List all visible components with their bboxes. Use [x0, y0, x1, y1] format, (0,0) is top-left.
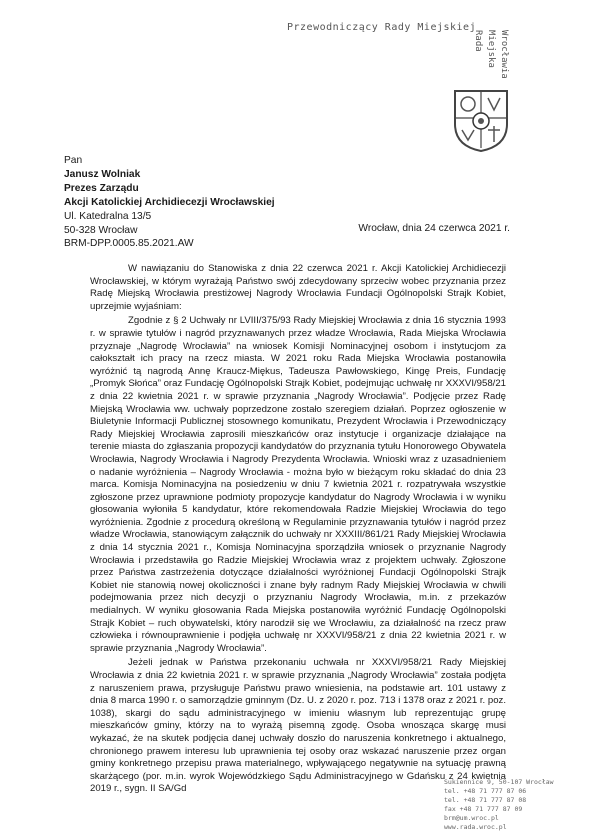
body-paragraph-1: W nawiązaniu do Stanowiska z dnia 22 czerwca 2021 r. Akcji Katolickiej Archidiecezji Wrocławskiej, w którym wyrażają Państwo swój zdecydowany sprzeciw wobec przyznania przez Radę Miejską Wrocławia prestiżowej Nagrody Wrocławia Fundacji Ogólnopolski Strajk Kobiet, uprzejmie wyjaśniam:: [90, 263, 506, 312]
addressee-block: [64, 154, 275, 238]
footer-line-fax: fax +48 71 777 87 09: [444, 805, 523, 813]
vertical-label-rada: Rada: [473, 30, 483, 52]
footer-line-address: Sukiennice 9, 50-107 Wrocław: [444, 778, 554, 786]
addressee-city: 50-328 Wrocław: [64, 225, 138, 236]
footer-line-web: www.rada.wroc.pl: [444, 823, 507, 831]
body-paragraph-3: Jeżeli jednak w Państwa przekonaniu uchwała nr XXXVI/958/21 Rady Miejskiej Wrocławia z dnia 22 kwietnia 2021 r. w sprawie przyznania „Nagrody Wrocławia” została podjęta z naruszeniem prawa, przysługuje Państwu prawo wniesienia, na podstawie art. 101 ustawy z dnia 8 marca 1990 r. o samorządzie gminnym (Dz. U. z 2020 r. poz. 713 i 1378 oraz z 2021 r. poz. 1038), skargi do sądu administracyjnego w imieniu własnym lub reprezentując grupę mieszkańców gminy, którzy na to wyrażą pisemną zgodę. Osoba wnosząca skargę musi wykazać, że na skutek podjęcia danej uchwały doszło do naruszenia konkretnego i aktualnego, chronionego prawem interesu lub uprawnienia tej osoby oraz wskazać naruszenie przez organ gminy konkretnego przepisu prawa materialnego, wpływającego negatywnie na sytuację prawną skarżącego (por. m.in. wyrok Wojewódzkiego Sądu Administracyjnego w Gdańsku z 24 kwietnia 2019 r., sygn. II SA/Gd: [90, 657, 506, 795]
letter-body: [90, 263, 506, 798]
body-paragraph-2: Zgodnie z § 2 Uchwały nr LVIII/375/93 Rady Miejskiej Wrocławia z dnia 16 stycznia 1993 r. w sprawie tytułów i nagród przyznawanych przez władze Wrocławia, Rada Miejska Wrocławia przyznaje „Nagrodę Wrocławia” na wniosek Komisji Nominacyjnej osobom i instytucjom za całokształt ich pracy na rzecz miasta. W 2021 roku Rada Miejska Wrocławia postanowiła wyróżnić tą nagrodą Annę Kraucz-Miękus, Tadeusza Pawłowskiego, Kingę Preis, Fundację „Promyk Słońca” oraz Fundację Ogólnopolski Strajk Kobiet, podejmując uchwałę nr XXXVI/958/21 z dnia 22 kwietnia 2021 r. w sprawie przyznania „Nagrody Wrocławia”. Podjęcie przez Radę Miejską Wrocławia ww. uchwały poprzedzone zostało szeregiem działań. Poprzez ogłoszenie w Biuletynie Informacji Publicznej stosownego komunikatu, Prezydent Wrocławia i Przewodniczący Rady Miejskiej Wrocławia zaprosili mieszkańców oraz instytucje i organizacje działające na terenie miasta do zgłaszania propozycji kandydatów do przyznania tytułu Honorowego Obywatela Wrocławia, Nagrody Wrocławia i Nagrody Prezydenta Wrocławia. Wnioski wraz z uzasadnieniem o nadanie wyróżnienia – Nagrody Wrocławia - można było w bieżącym roku składać do dnia 23 marca. Komisja Nominacyjna na posiedzeniu w dniu 7 kwietnia 2021 r. rozpatrywała wszystkie zgłoszone przez uprawnione podmioty propozycje kandydatur do Nagrody Wrocławia i w wyniku głosowania wyłoniła 5 kandydatur, które rekomendowała Radzie Miejskiej Wrocławia do tego wyróżnienia. Zgodnie z procedurą określoną w Regulaminie przyznawania tytułów i nagród przez władze Wrocławia, stanowiącym załącznik do uchwały nr XXXIII/861/21 Rady Miejskiej Wrocławia z dnia 14 stycznia 2021 r., Komisja Nominacyjna sporządziła wniosek o przyznanie Nagrody Wrocławia i przedstawiła go Radzie Miejskiej Wrocławia wraz z projektem uchwały. Zgłoszone przez Państwa zastrzeżenia dotyczące działalności wyróżnionej Fundacji Ogólnopolski Strajk Kobiet nie stanowią nowej okoliczności i znane były radnym Rady Miejskiej Wrocławia w chwili podejmowania przez nich decyzji o przyznaniu Nagrody Wrocławia, m.in. z przekazów medialnych. W wyniku głosowania Rada Miejska postanowiła wyróżnić Fundację Ogólnopolski Strajk Kobiet – ruch obywatelski, który narodził się we Wrocławiu, za działalność na rzecz praw człowieka i równouprawnienie i podjęła uchwałę nr XXXVI/958/21 z dnia 22 kwietnia 2021 r. w sprawie przyznania „Nagrody Wrocławia”.: [90, 315, 506, 654]
footer-line-tel-2: tel. +48 71 777 87 08: [444, 796, 527, 804]
footer-line-email: brm@um.wroc.pl: [444, 814, 499, 822]
addressee-organization: Akcji Katolickiej Archidiecezji Wrocławskiej: [64, 197, 275, 208]
letter-date: Wrocław, dnia 24 czerwca 2021 r.: [358, 223, 510, 234]
coat-of-arms-icon: [452, 88, 510, 154]
footer-line-tel-1: tel. +48 71 777 87 06: [444, 787, 527, 795]
addressee-position: Prezes Zarządu: [64, 183, 139, 194]
addressee-street: Ul. Katedralna 13/5: [64, 211, 152, 222]
vertical-label-wroclawia: Wrocławia: [499, 30, 509, 79]
addressee-salutation: Pan: [64, 155, 83, 166]
footer-contact: [444, 778, 554, 832]
reference-number: BRM-DPP.0005.85.2021.AW: [64, 238, 194, 249]
header-title: Przewodniczący Rady Miejskiej: [287, 22, 477, 33]
addressee-name: Janusz Wolniak: [64, 169, 141, 180]
vertical-label-miejska: Miejska: [486, 30, 496, 68]
